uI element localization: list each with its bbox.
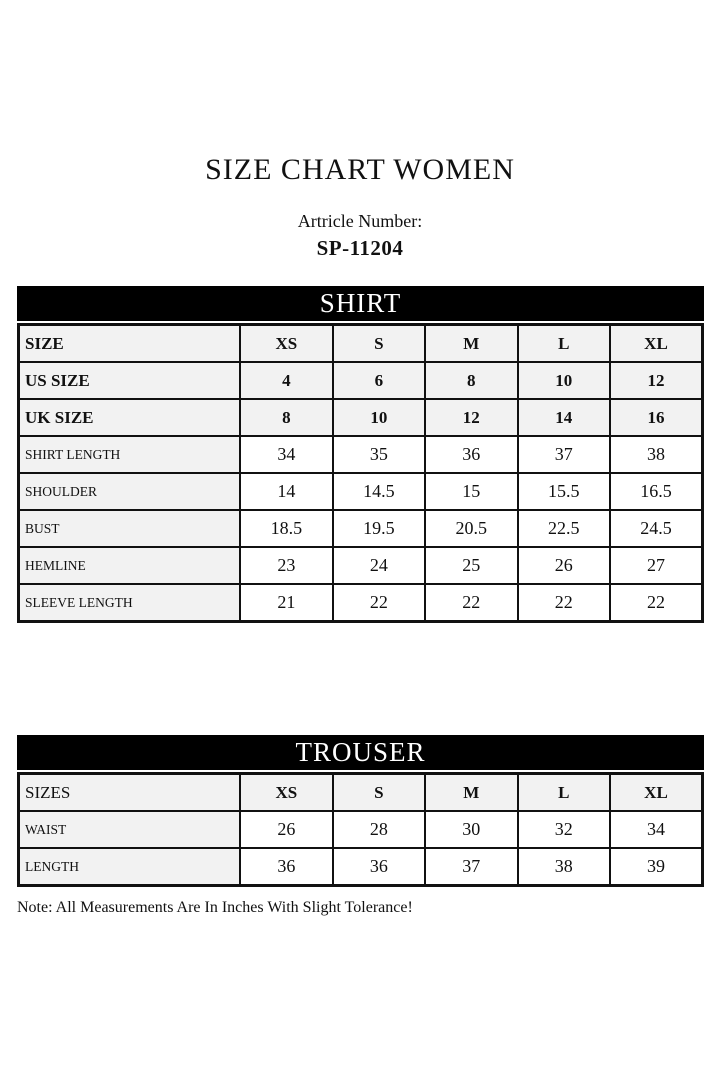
- value-cell: 22: [425, 584, 517, 622]
- value-cell: 10: [333, 399, 425, 436]
- value-cell: 28: [333, 811, 425, 848]
- row-label: SIZE: [19, 325, 241, 363]
- value-cell: 21: [240, 584, 332, 622]
- value-cell: S: [333, 774, 425, 812]
- table-row: [19, 848, 703, 886]
- value-cell: 24.5: [610, 510, 703, 547]
- row-label: SHIRT LENGTH: [19, 436, 241, 473]
- table-row: [19, 510, 703, 547]
- value-cell: 14.5: [333, 473, 425, 510]
- value-cell: 36: [240, 848, 332, 886]
- value-cell: 18.5: [240, 510, 332, 547]
- value-cell: XL: [610, 774, 703, 812]
- value-cell: L: [518, 774, 610, 812]
- row-label: SHOULDER: [19, 473, 241, 510]
- value-cell: 36: [333, 848, 425, 886]
- value-cell: 15: [425, 473, 517, 510]
- value-cell: 10: [518, 362, 610, 399]
- value-cell: 14: [240, 473, 332, 510]
- value-cell: 6: [333, 362, 425, 399]
- trouser-table: [17, 735, 704, 887]
- table-row: [19, 547, 703, 584]
- article-number-value: SP-11204: [316, 236, 404, 260]
- article-number-label: Artricle Number:: [297, 211, 423, 231]
- value-cell: XS: [240, 325, 332, 363]
- table-row: [19, 473, 703, 510]
- value-cell: 34: [610, 811, 703, 848]
- table-row: [19, 774, 703, 812]
- row-label: WAIST: [19, 811, 241, 848]
- value-cell: S: [333, 325, 425, 363]
- value-cell: 22: [610, 584, 703, 622]
- table-row: [19, 325, 703, 363]
- value-cell: 15.5: [518, 473, 610, 510]
- value-cell: 20.5: [425, 510, 517, 547]
- value-cell: 22: [518, 584, 610, 622]
- value-cell: M: [425, 325, 517, 363]
- value-cell: 27: [610, 547, 703, 584]
- value-cell: 39: [610, 848, 703, 886]
- value-cell: 4: [240, 362, 332, 399]
- value-cell: M: [425, 774, 517, 812]
- row-label: LENGTH: [19, 848, 241, 886]
- value-cell: 24: [333, 547, 425, 584]
- shirt-table: [17, 286, 704, 623]
- value-cell: 34: [240, 436, 332, 473]
- value-cell: 22: [333, 584, 425, 622]
- value-cell: 26: [518, 547, 610, 584]
- table-row: [19, 584, 703, 622]
- value-cell: XL: [610, 325, 703, 363]
- row-label: HEMLINE: [19, 547, 241, 584]
- value-cell: 32: [518, 811, 610, 848]
- value-cell: 12: [610, 362, 703, 399]
- row-label: US SIZE: [19, 362, 241, 399]
- value-cell: 37: [518, 436, 610, 473]
- shirt-table-header: SHIRT: [17, 286, 704, 323]
- value-cell: 19.5: [333, 510, 425, 547]
- table-row: [19, 399, 703, 436]
- value-cell: 23: [240, 547, 332, 584]
- table-row: [19, 362, 703, 399]
- value-cell: 14: [518, 399, 610, 436]
- value-cell: 8: [425, 362, 517, 399]
- row-label: BUST: [19, 510, 241, 547]
- page-title: SIZE CHART WOMEN: [205, 153, 515, 186]
- value-cell: 26: [240, 811, 332, 848]
- trouser-size-table: [17, 772, 704, 887]
- value-cell: 16: [610, 399, 703, 436]
- value-cell: 16.5: [610, 473, 703, 510]
- measurement-note: Note: All Measurements Are In Inches With Slight Tolerance!: [17, 899, 413, 916]
- value-cell: 12: [425, 399, 517, 436]
- row-label: UK SIZE: [19, 399, 241, 436]
- value-cell: 36: [425, 436, 517, 473]
- table-row: [19, 811, 703, 848]
- table-row: [19, 436, 703, 473]
- value-cell: XS: [240, 774, 332, 812]
- value-cell: 37: [425, 848, 517, 886]
- value-cell: 30: [425, 811, 517, 848]
- value-cell: 38: [610, 436, 703, 473]
- row-label: SLEEVE LENGTH: [19, 584, 241, 622]
- value-cell: L: [518, 325, 610, 363]
- trouser-table-header: TROUSER: [17, 735, 704, 772]
- value-cell: 35: [333, 436, 425, 473]
- value-cell: 38: [518, 848, 610, 886]
- shirt-size-table: [17, 323, 704, 623]
- value-cell: 22.5: [518, 510, 610, 547]
- row-label: SIZES: [19, 774, 241, 812]
- value-cell: 8: [240, 399, 332, 436]
- value-cell: 25: [425, 547, 517, 584]
